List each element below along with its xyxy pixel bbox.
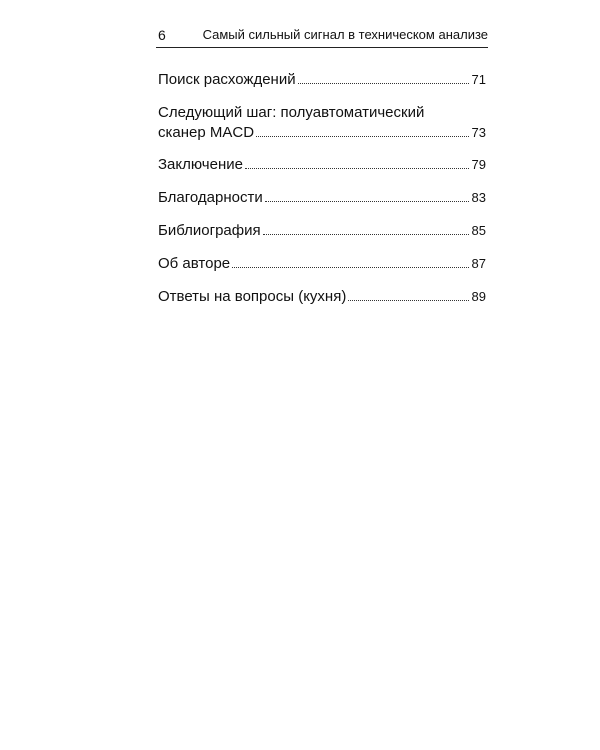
page-header — [156, 27, 488, 48]
toc-entry — [158, 155, 486, 175]
toc-entry — [158, 188, 486, 208]
toc-entry-page: 79 — [471, 157, 486, 172]
dot-leader — [265, 201, 469, 202]
dot-leader — [232, 267, 468, 268]
dot-leader — [263, 234, 469, 235]
dot-leader — [298, 83, 469, 84]
toc-entry-title: Об авторе — [158, 255, 231, 272]
toc-entry — [158, 70, 486, 90]
toc-entry-title: Поиск расхождений — [158, 71, 296, 88]
toc-entry-page: 87 — [471, 256, 486, 271]
toc-entry-title: Благодарности — [158, 189, 263, 206]
page-number: 6 — [158, 27, 166, 43]
toc-entry-title: Ответы на вопросы (кухня) — [158, 288, 347, 305]
toc-entry-title: Заключение — [158, 156, 243, 173]
toc-entry-title-line1: Следующий шаг: полуавтоматический — [158, 104, 425, 121]
running-title: Самый сильный сигнал в техническом анализе — [202, 27, 488, 42]
dot-leader — [256, 136, 468, 137]
toc-entry-page: 73 — [471, 125, 486, 140]
toc-entry — [158, 221, 486, 241]
toc-entry — [158, 287, 486, 307]
toc-entry-page: 83 — [471, 190, 486, 205]
dot-leader — [245, 168, 469, 169]
toc-entry-page: 71 — [471, 72, 486, 87]
toc-entry-title: сканер MACD — [158, 124, 255, 141]
toc-entry-title: Библиография — [158, 222, 261, 239]
dot-leader — [348, 300, 468, 301]
toc-entry-page: 85 — [471, 223, 486, 238]
toc-entry-page: 89 — [471, 289, 486, 304]
toc-entry — [158, 254, 486, 274]
toc-entry — [158, 103, 486, 143]
